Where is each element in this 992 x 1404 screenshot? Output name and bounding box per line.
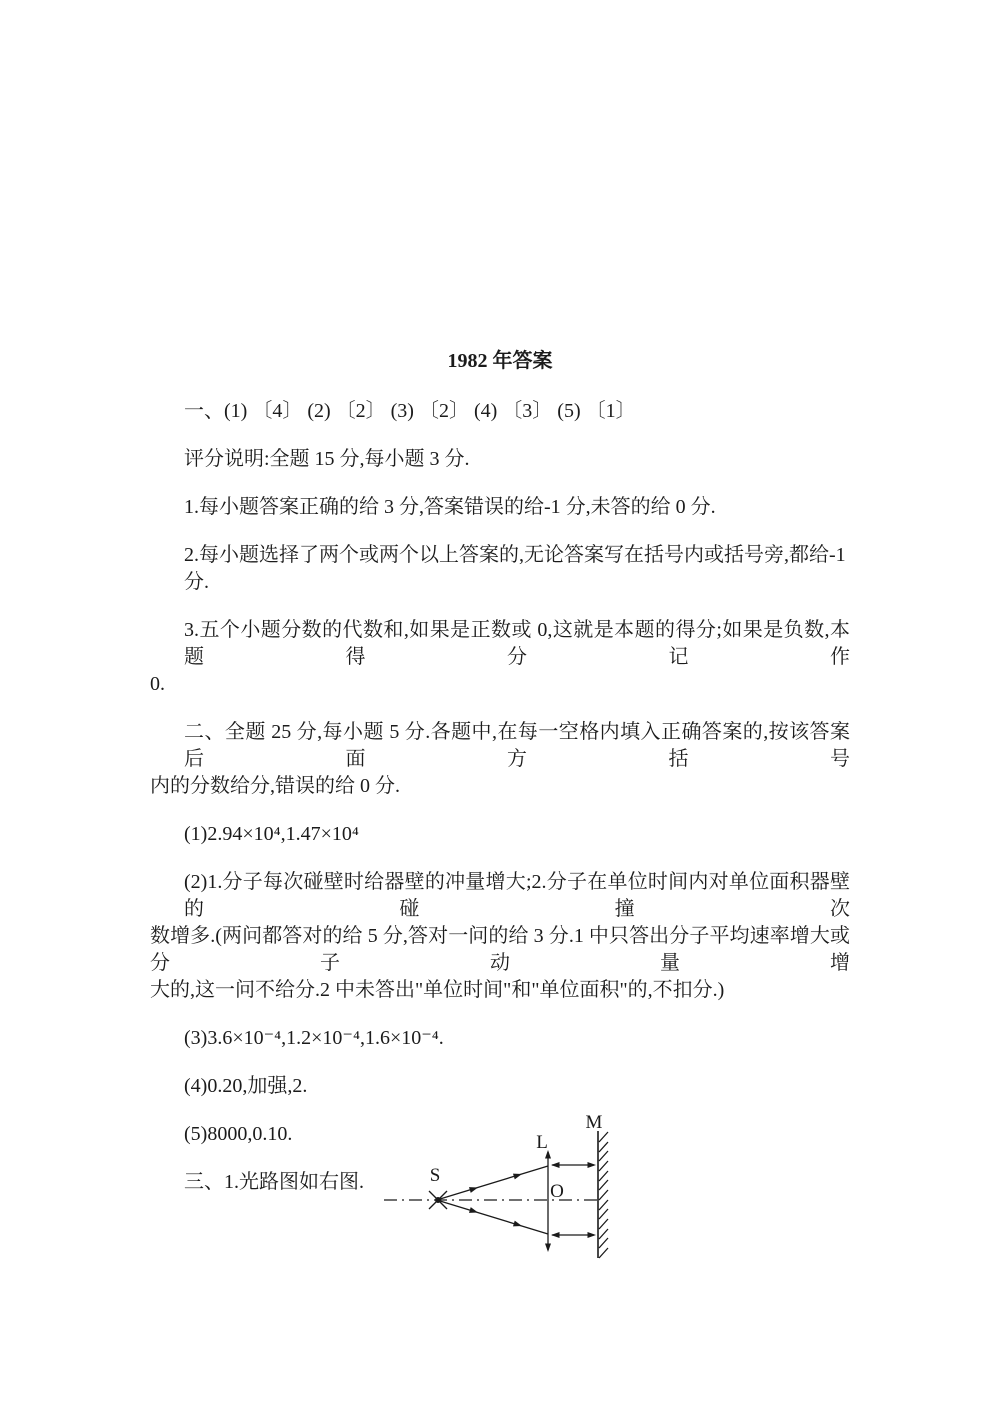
mirror-hatching [599, 1132, 608, 1258]
label-mirror: M [585, 1112, 603, 1133]
reflected-ray-lower [551, 1232, 596, 1238]
label-source: S [429, 1165, 441, 1186]
ray-lower [440, 1201, 548, 1234]
ray-upper [440, 1166, 548, 1199]
paragraph-9 [150, 1025, 850, 1052]
document-body [150, 398, 850, 1217]
text-line: (5)8000,0.10. [184, 1123, 293, 1145]
label-lens: L [536, 1132, 548, 1153]
paragraph-5 [150, 617, 850, 698]
paragraph-1 [150, 398, 850, 425]
paragraph-7 [150, 821, 850, 848]
page-title: 1982 年答案 [447, 350, 553, 372]
text-line: (3)3.6×10⁻⁴,1.2×10⁻⁴,1.6×10⁻⁴. [184, 1027, 444, 1049]
text-line: 数增多.(两问都答对的给 5 分,答对一问的给 3 分.1 中只答出分子平均速率增大或分子动量增 [150, 925, 850, 974]
text-line: (2)1.分子每次碰壁时给器壁的冲量增大;2.分子在单位时间内对单位面积器壁的碰撞次 [184, 871, 850, 920]
text-line: 2.每小题选择了两个或两个以上答案的,无论答案写在括号内或括号旁,都给-1 分. [184, 544, 846, 593]
text-line: 大的,这一问不给分.2 中未答出"单位时间"和"单位面积"的,不扣分.) [150, 979, 725, 1001]
label-center: O [550, 1181, 564, 1202]
paragraph-2 [150, 446, 850, 473]
text-line: 评分说明:全题 15 分,每小题 3 分. [184, 448, 470, 470]
text-line: (1)2.94×10⁴,1.47×10⁴ [184, 823, 359, 845]
text-line: 1.每小题答案正确的给 3 分,答案错误的给-1 分,未答的给 0 分. [184, 496, 716, 518]
paragraph-3 [150, 494, 850, 521]
text-line: 3.五个小题分数的代数和,如果是正数或 0,这就是本题的得分;如果是负数,本题得分记作 [184, 619, 850, 668]
text-line: 三、1.光路图如右图. [184, 1171, 364, 1193]
text-line: 0. [150, 673, 165, 695]
optics-diagram [372, 1098, 622, 1273]
text-line: 二、全题 25 分,每小题 5 分.各题中,在每一空格内填入正确答案的,按该答案后面方括号 [184, 721, 850, 770]
paragraph-10 [150, 1073, 850, 1100]
text-line: (4)0.20,加强,2. [184, 1075, 308, 1097]
text-line: 一、(1) 〔4〕 (2) 〔2〕 (3) 〔2〕 (4) 〔3〕 (5) 〔1〕 [184, 400, 636, 422]
paragraph-8 [150, 869, 850, 1004]
text-line: 内的分数给分,错误的给 0 分. [150, 775, 400, 797]
paragraph-6 [150, 719, 850, 800]
reflected-ray-upper [551, 1162, 596, 1168]
paragraph-4 [150, 542, 850, 596]
